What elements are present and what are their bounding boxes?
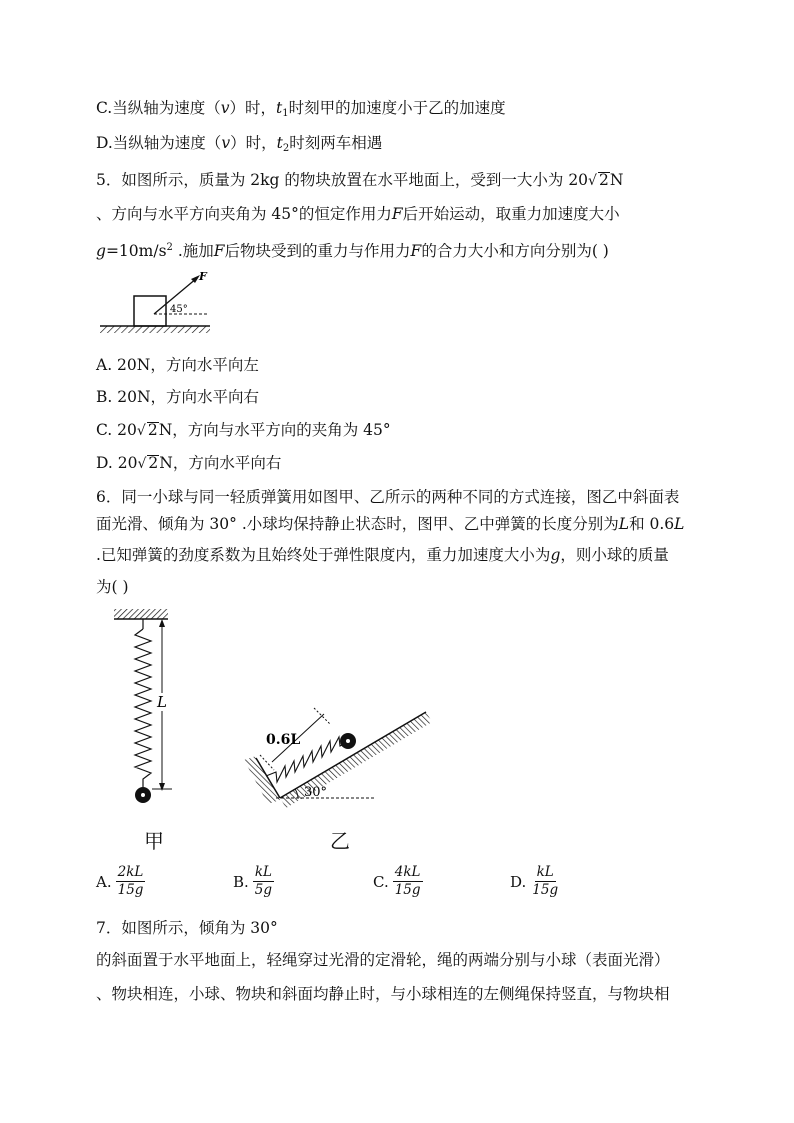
q6-stem-line-2: 面光滑、倾角为 30° .小球均保持静止状态时，图甲、乙中弹簧的长度分别为L和 0.6L xyxy=(96,515,685,533)
q7-stem-line-2: 的斜面置于水平地面上，轻绳穿过光滑的定滑轮，绳的两端分别与小球（表面光滑） xyxy=(96,951,670,969)
q4-option-d: D.当纵轴为速度（v）时，$t_2$时刻两车相遇 xyxy=(96,134,383,154)
fig-30-label: 30° xyxy=(304,785,328,800)
q6-stem-line-4: 为( ) xyxy=(96,578,129,596)
q5-stem-line-3: $g=10m/s^2$ .施加F后物块受到的重力与作用力F的合力大小和方向分别为( ) xyxy=(96,242,609,260)
wall-hatch xyxy=(244,756,280,804)
caption-yi: 乙 xyxy=(330,829,350,853)
q6-option-c: C. $\frac{4kL}{15g}$ xyxy=(373,864,421,898)
ground-hatch xyxy=(100,326,210,333)
spring xyxy=(135,629,151,787)
q6-stem-line-3: .已知弹簧的劲度系数为且始终处于弹性限度内，重力加速度大小为g，则小球的质量 xyxy=(96,546,669,564)
q5-option-a: A. 20N，方向水平向左 xyxy=(96,356,259,374)
q6-figure-yi xyxy=(236,700,436,810)
fig-06l-label: 0.6L xyxy=(266,732,301,748)
q4-option-c: C.当纵轴为速度（v）时，$t_1$时刻甲的加速度小于乙的加速度 xyxy=(96,99,506,119)
q6-option-b: B. $\frac{kL}{5g}$ xyxy=(233,864,273,898)
incline-hatch xyxy=(280,712,432,808)
block xyxy=(134,296,166,326)
q5-stem-line-1: 5．如图所示，质量为 2kg 的物块放置在水平地面上，受到一大小为 20√ 2N xyxy=(96,171,624,189)
q5-option-d: D. 20√ 2N，方向水平向右 xyxy=(96,454,282,472)
incline-surface xyxy=(280,712,426,798)
fig-length-label: L xyxy=(157,693,167,711)
q6-figure-jia xyxy=(108,605,188,815)
caption-jia: 甲 xyxy=(144,829,164,853)
q5-option-b: B. 20N，方向水平向右 xyxy=(96,388,260,406)
q7-stem-line-3: 、物块相连，小球、物块和斜面均静止时，与小球相连的左侧绳保持竖直，与物块相 xyxy=(96,985,670,1003)
fig-force-label: F xyxy=(199,270,207,283)
fig-angle-label: 45° xyxy=(170,304,188,315)
q6-stem-line-1: 6．同一小球与同一轻质弹簧用如图甲、乙所示的两种不同的方式连接，图乙中斜面表 xyxy=(96,488,680,506)
ceiling-hatch xyxy=(114,609,168,619)
q5-stem-line-2: 、方向与水平方向夹角为 45°的恒定作用力F后开始运动，取重力加速度大小 xyxy=(96,205,620,223)
q6-option-d: D. $\frac{kL}{15g}$ xyxy=(510,864,559,898)
q7-stem-line-1: 7．如图所示，倾角为 30° xyxy=(96,919,278,937)
q5-block-figure xyxy=(96,266,216,338)
q6-option-a: A. $\frac{2kL}{15g}$ xyxy=(96,864,144,898)
q5-option-c: C. 20√ 2N，方向与水平方向的夹角为 45° xyxy=(96,421,391,439)
